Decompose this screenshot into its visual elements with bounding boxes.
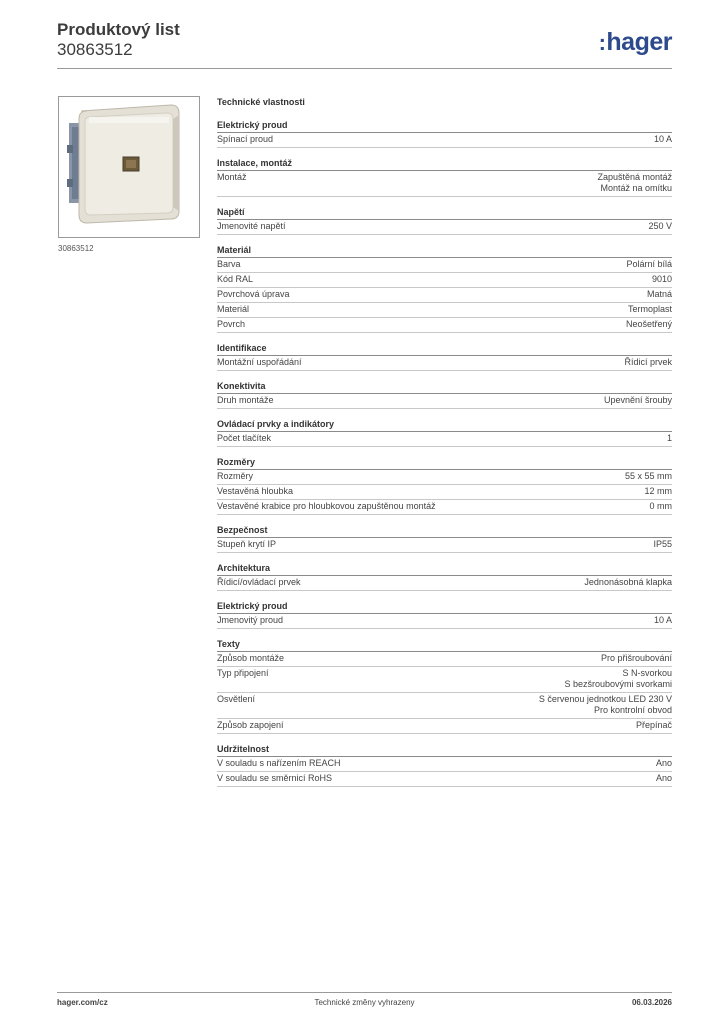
- spec-label: Montáž: [217, 172, 247, 182]
- spec-value: Termoplast: [627, 304, 672, 314]
- spec-value: 0 mm: [649, 501, 672, 511]
- spec-row: [217, 719, 672, 734]
- spec-label: V souladu se směrnicí RoHS: [217, 773, 333, 783]
- spec-label: Materiál: [217, 304, 250, 314]
- spec-row: [217, 538, 672, 553]
- switch-product-icon: [59, 97, 199, 237]
- spec-label: Rozměry: [217, 471, 254, 481]
- logo-text: hager: [606, 28, 672, 56]
- spec-row: [217, 258, 672, 273]
- spec-group-title: Rozměry: [217, 456, 672, 470]
- spec-row: [217, 652, 672, 667]
- spec-value: Neošetřený: [625, 319, 672, 329]
- spec-group-title: Elektrický proud: [217, 119, 672, 133]
- logo-prefix: :: [598, 30, 606, 55]
- page-title: Produktový list: [57, 20, 180, 39]
- spec-group: [217, 743, 672, 787]
- spec-group-title: Konektivita: [217, 380, 672, 394]
- spec-label: Kód RAL: [217, 274, 254, 284]
- spec-group: [217, 157, 672, 197]
- spec-group-title: Udržitelnost: [217, 743, 672, 757]
- spec-value: IP55: [653, 539, 672, 549]
- footer-date: 06.03.2026: [631, 998, 672, 1007]
- spec-group: [217, 206, 672, 235]
- spec-label: Typ připojení: [217, 668, 269, 678]
- spec-row: [217, 288, 672, 303]
- spec-value: 12 mm: [644, 486, 672, 496]
- spec-group: [217, 638, 672, 734]
- spec-row: [217, 318, 672, 333]
- page-header: [57, 20, 672, 68]
- spec-value: Ano: [655, 758, 672, 768]
- spec-value: Upevnění šrouby: [603, 395, 672, 405]
- spec-label: Jmenovitý proud: [217, 615, 284, 625]
- spec-group: [217, 418, 672, 447]
- spec-group-title: Napětí: [217, 206, 672, 220]
- spec-group-title: Ovládací prvky a indikátory: [217, 418, 672, 432]
- spec-group-title: Elektrický proud: [217, 600, 672, 614]
- spec-label: Způsob montáže: [217, 653, 285, 663]
- spec-label: Stupeň krytí IP: [217, 539, 277, 549]
- spec-label: Spínací proud: [217, 134, 274, 144]
- spec-value: Přepínač: [635, 720, 672, 730]
- spec-row: [217, 693, 672, 719]
- spec-row: [217, 470, 672, 485]
- spec-row: [217, 220, 672, 235]
- spec-group: [217, 524, 672, 553]
- spec-label: V souladu s nařízením REACH: [217, 758, 341, 768]
- spec-label: Vestavěné krabice pro hloubkovou zapuštěnou montáž: [217, 501, 436, 511]
- spec-group-title: Architektura: [217, 562, 672, 576]
- spec-group-title: Instalace, montáž: [217, 157, 672, 171]
- product-number: 30863512: [57, 40, 133, 59]
- footer-notice: Technické změny vyhrazeny: [314, 998, 415, 1007]
- spec-label: Osvětlení: [217, 694, 256, 704]
- spec-row: [217, 667, 672, 693]
- spec-value: Jednonásobná klapka: [584, 577, 672, 587]
- spec-row: [217, 757, 672, 772]
- spec-value: 1: [666, 433, 672, 443]
- spec-group-title: Texty: [217, 638, 672, 652]
- spec-label: Druh montáže: [217, 395, 274, 405]
- spec-group: [217, 562, 672, 591]
- spec-row: [217, 772, 672, 787]
- spec-label: Montážní uspořádání: [217, 357, 302, 367]
- spec-row: [217, 303, 672, 318]
- spec-value: Ano: [655, 773, 672, 783]
- spec-value: 250 V: [648, 221, 672, 231]
- hager-logo: [599, 28, 672, 57]
- spec-label: Povrch: [217, 319, 246, 329]
- header-divider: [57, 68, 672, 69]
- spec-row: [217, 432, 672, 447]
- spec-group: [217, 456, 672, 515]
- spec-label: Povrchová úprava: [217, 289, 290, 299]
- spec-label: Počet tlačítek: [217, 433, 272, 443]
- spec-groups: [217, 119, 672, 787]
- image-caption: 30863512: [58, 244, 94, 253]
- spec-row: [217, 576, 672, 591]
- spec-row: [217, 133, 672, 148]
- spec-row: [217, 485, 672, 500]
- spec-value: 9010: [651, 274, 672, 284]
- spec-value: Řídicí prvek: [624, 357, 672, 367]
- spec-label: Způsob zapojení: [217, 720, 284, 730]
- footer-website-link[interactable]: hager.com/cz: [57, 998, 108, 1007]
- spec-row: [217, 394, 672, 409]
- spec-label: Barva: [217, 259, 241, 269]
- spec-label: Jmenovité napětí: [217, 221, 286, 231]
- spec-row: [217, 356, 672, 371]
- spec-value: Zapuštěná montáž Montáž na omítku: [597, 172, 672, 193]
- spec-group: [217, 380, 672, 409]
- spec-row: [217, 614, 672, 629]
- spec-group: [217, 600, 672, 629]
- spec-value: S červenou jednotkou LED 230 V Pro kontrolní obvod: [538, 694, 672, 715]
- spec-group: [217, 342, 672, 371]
- spec-group: [217, 244, 672, 333]
- spec-label: Řídicí/ovládací prvek: [217, 577, 301, 587]
- spec-value: S N-svorkou S bezšroubovými svorkami: [564, 668, 672, 689]
- technical-specs: [217, 96, 672, 796]
- spec-value: Pro přišroubování: [600, 653, 672, 663]
- spec-value: Polární bílá: [626, 259, 672, 269]
- spec-group-title: Identifikace: [217, 342, 672, 356]
- spec-row: [217, 500, 672, 515]
- spec-group-title: Materiál: [217, 244, 672, 258]
- spec-row: [217, 171, 672, 197]
- spec-label: Vestavěná hloubka: [217, 486, 294, 496]
- spec-value: 55 x 55 mm: [624, 471, 672, 481]
- spec-group: [217, 119, 672, 148]
- spec-group-title: Bezpečnost: [217, 524, 672, 538]
- specs-heading: Technické vlastnosti: [217, 97, 305, 107]
- spec-value: 10 A: [653, 615, 672, 625]
- spec-value: 10 A: [653, 134, 672, 144]
- footer-divider: [57, 992, 672, 993]
- product-image: [58, 96, 200, 238]
- spec-value: Matná: [646, 289, 672, 299]
- spec-row: [217, 273, 672, 288]
